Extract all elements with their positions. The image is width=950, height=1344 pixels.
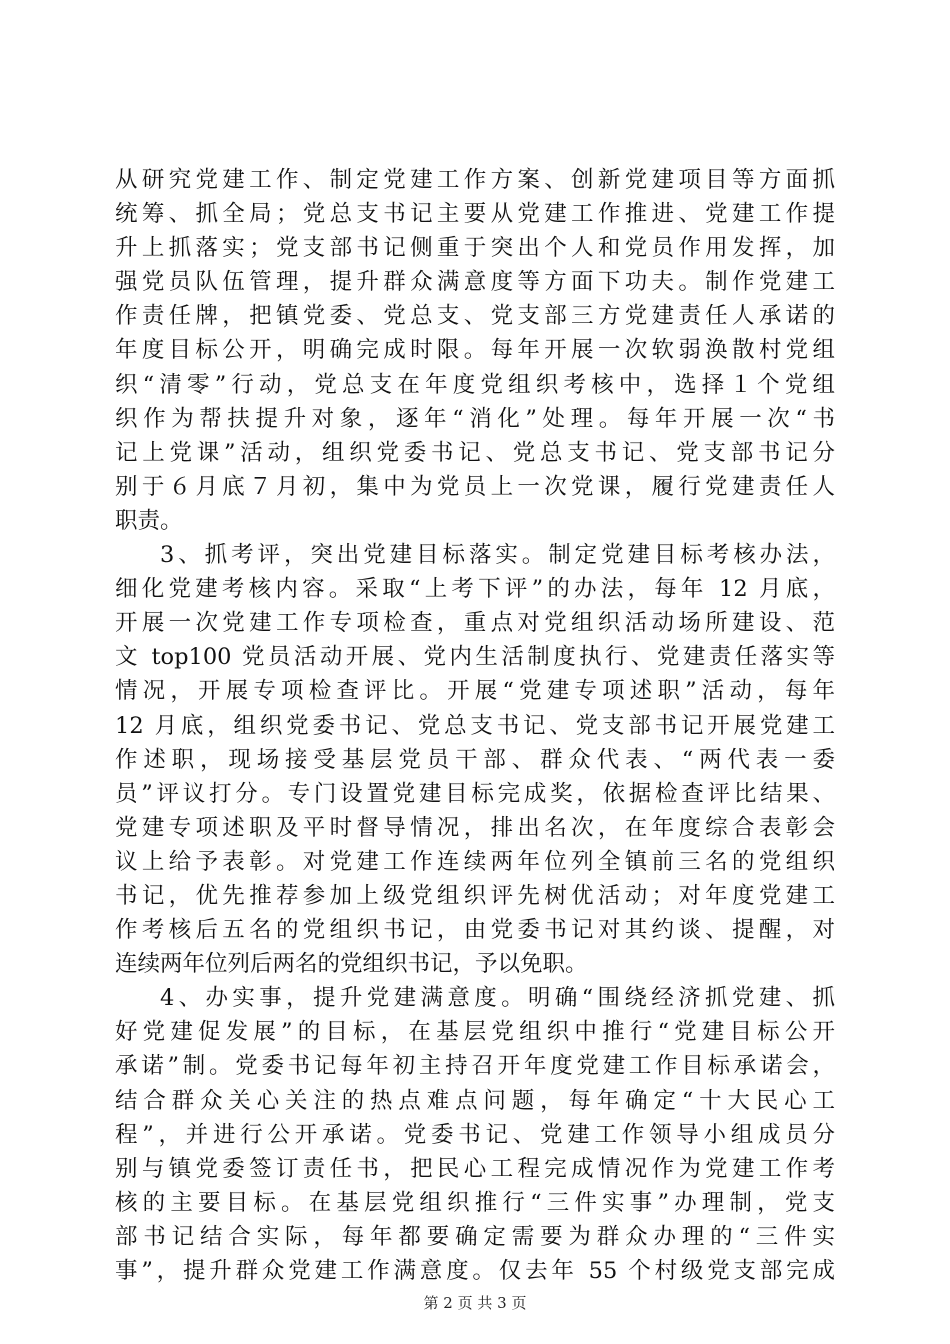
text-line: 员”评议打分。专门设置党建目标完成奖，依据检查评比结果、 xyxy=(115,780,835,807)
text-line: 12 月底，组织党委书记、党总支书记、党支部书记开展党建工 xyxy=(115,712,835,739)
paragraph-start-line: 4、办实事，提升党建满意度。明确“围绕经济抓党建、抓 xyxy=(160,985,835,1012)
text-line: 部书记结合实际，每年都要确定需要为群众办理的“三件实 xyxy=(115,1223,835,1250)
page-number-footer: 第 2 页 共 3 页 xyxy=(423,1294,527,1312)
text-line: 年度目标公开，明确完成时限。每年开展一次软弱涣散村党组 xyxy=(115,337,835,364)
text-line: 升上抓落实；党支部书记侧重于突出个人和党员作用发挥，加 xyxy=(115,235,835,262)
text-line: 记上党课”活动，组织党委书记、党总支书记、党支部书记分 xyxy=(115,439,835,466)
text-line: 别与镇党委签订责任书，把民心工程完成情况作为党建工作考 xyxy=(115,1155,835,1182)
text-line: 职责。 xyxy=(115,507,183,534)
text-line: 细化党建考核内容。采取“上考下评”的办法，每年 12 月底， xyxy=(115,576,835,603)
paragraph-start-line: 3、抓考评，突出党建目标落实。制定党建目标考核办法， xyxy=(160,542,835,569)
text-line: 程”，并进行公开承诺。党委书记、党建工作领导小组成员分 xyxy=(115,1121,835,1148)
text-line: 议上给予表彰。对党建工作连续两年位列全镇前三名的党组织 xyxy=(115,848,835,875)
text-line: 织“清零”行动，党总支在年度党组织考核中，选择１个党组 xyxy=(115,371,835,398)
text-line: 作述职，现场接受基层党员干部、群众代表、“两代表一委 xyxy=(115,746,835,773)
text-line: 核的主要目标。在基层党组织推行“三件实事”办理制，党支 xyxy=(115,1189,835,1216)
text-line: 事”，提升群众党建工作满意度。仅去年 55 个村级党支部完成 xyxy=(115,1258,835,1284)
text-line: 强党员队伍管理，提升群众满意度等方面下功夫。制作党建工 xyxy=(115,269,835,296)
text-line: 统筹、抓全局；党总支书记主要从党建工作推进、党建工作提 xyxy=(115,201,835,228)
text-line: 党建专项述职及平时督导情况，排出名次，在年度综合表彰会 xyxy=(115,814,835,841)
body-text xyxy=(115,163,835,1288)
text-line: 承诺”制。党委书记每年初主持召开年度党建工作目标承诺会， xyxy=(115,1053,835,1080)
text-line: 别于６月底７月初，集中为党员上一次党课，履行党建责任人 xyxy=(115,473,835,500)
text-line: 情况，开展专项检查评比。开展“党建专项述职”活动，每年 xyxy=(115,678,835,705)
text-line: 书记，优先推荐参加上级党组织评先树优活动；对年度党建工 xyxy=(115,882,835,909)
text-line: 文 top100 党员活动开展、党内生活制度执行、党建责任落实等 xyxy=(115,644,835,671)
text-line: 好党建促发展”的目标，在基层党组织中推行“党建目标公开 xyxy=(115,1019,835,1046)
text-line: 连续两年位列后两名的党组织书记，予以免职。 xyxy=(115,951,588,978)
text-line: 作考核后五名的党组织书记，由党委书记对其约谈、提醒，对 xyxy=(115,917,835,944)
text-line: 作责任牌，把镇党委、党总支、党支部三方党建责任人承诺的 xyxy=(115,303,835,330)
text-line: 从研究党建工作、制定党建工作方案、创新党建项目等方面抓 xyxy=(115,167,835,193)
text-line: 织作为帮扶提升对象，逐年“消化”处理。每年开展一次“书 xyxy=(115,405,835,432)
text-line: 开展一次党建工作专项检查，重点对党组织活动场所建设、范 xyxy=(115,610,835,637)
text-line: 结合群众关心关注的热点难点问题，每年确定“十大民心工 xyxy=(115,1087,835,1114)
